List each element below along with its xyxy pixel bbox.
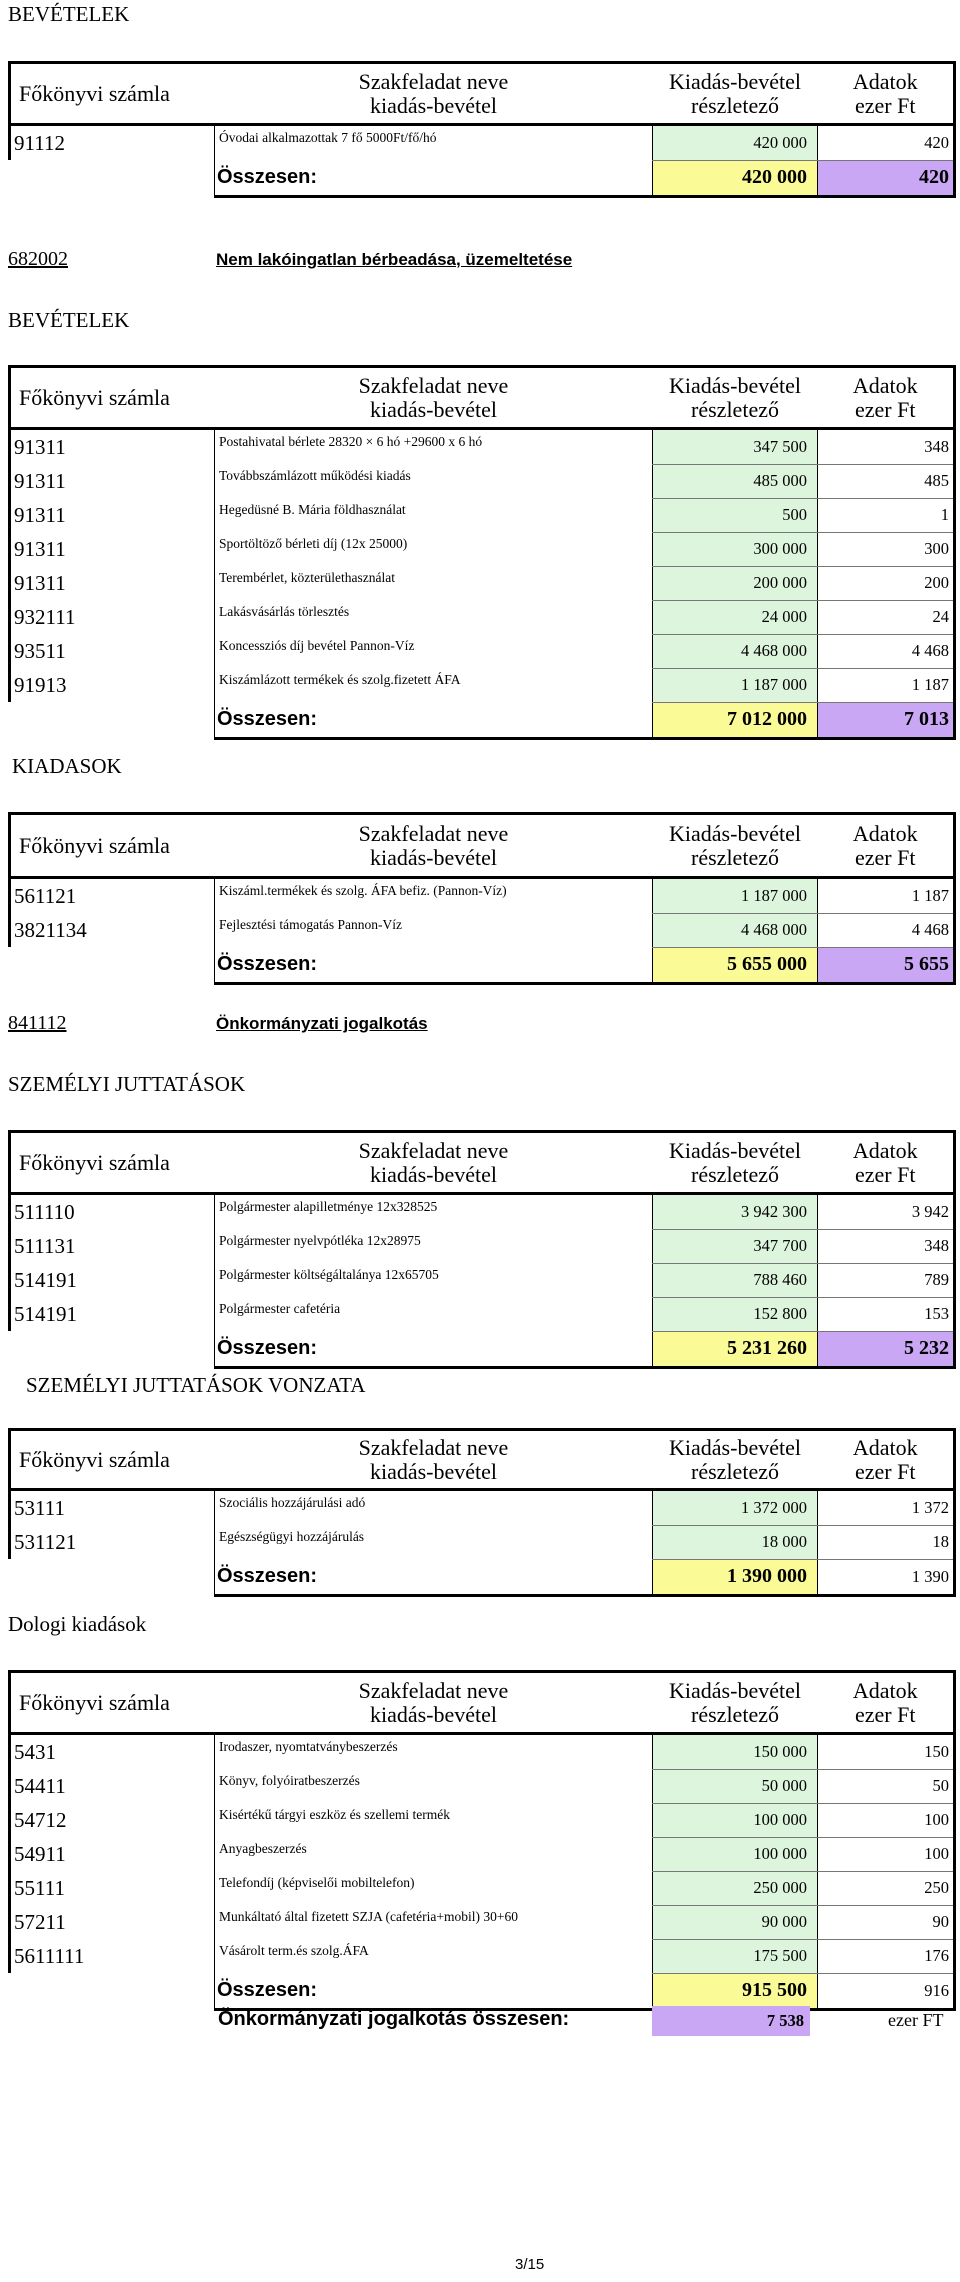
total-row-spacer	[10, 1331, 215, 1367]
line-item-name: Polgármester alapilletménye 12x328525	[215, 1194, 653, 1230]
table-row	[10, 464, 955, 498]
col-header-fokonyvi: Főkönyvi számla	[19, 1689, 170, 1715]
table-dologi-kiadasok	[8, 1670, 956, 2011]
total-label: Összesen:	[215, 1331, 653, 1367]
unit-title: Nem lakóingatlan bérbeadása, üzemeltetése	[216, 250, 573, 269]
col-header-kiadas: Kiadás-bevétel részletező	[669, 372, 801, 422]
account-code: 93511	[10, 634, 215, 668]
grand-total-unit: ezer FT	[888, 2010, 944, 2030]
amount-detail: 347 700	[653, 1229, 818, 1263]
amount-detail: 152 800	[653, 1297, 818, 1331]
amount-thousand: 348	[818, 429, 955, 465]
line-item-name: Fejlesztési támogatás Pannon-Víz	[215, 913, 653, 947]
line-item-name: Sportöltöző bérleti díj (12x 25000)	[215, 532, 653, 566]
table-row	[10, 878, 955, 914]
table-row	[10, 1490, 955, 1526]
line-item-name: Telefondíj (képviselői mobiltelefon)	[215, 1871, 653, 1905]
col-header-fokonyvi: Főkönyvi számla	[19, 1149, 170, 1175]
line-item-name: Polgármester nyelvpótléka 12x28975	[215, 1229, 653, 1263]
col-header-adatok: Adatok ezer Ft	[852, 372, 918, 422]
amount-thousand: 24	[818, 600, 955, 634]
amount-thousand: 1 187	[818, 668, 955, 702]
amount-detail: 150 000	[653, 1734, 818, 1770]
table-row	[10, 1734, 955, 1770]
table-row	[10, 566, 955, 600]
amount-thousand: 250	[818, 1871, 955, 1905]
table-row	[10, 668, 955, 702]
account-code: 5431	[10, 1734, 215, 1770]
account-code: 561121	[10, 878, 215, 914]
amount-detail: 485 000	[653, 464, 818, 498]
table-row	[10, 913, 955, 947]
total-thousand: 5 655	[818, 947, 955, 983]
line-item-name: Továbbszámlázott működési kiadás	[215, 464, 653, 498]
amount-detail: 100 000	[653, 1803, 818, 1837]
total-thousand: 420	[818, 160, 955, 196]
col-header-szakfeladat: Szakfeladat neve kiadás-bevétel	[358, 820, 509, 870]
account-code: 91311	[10, 498, 215, 532]
line-item-name: Polgármester cafetéria	[215, 1297, 653, 1331]
amount-detail: 788 460	[653, 1263, 818, 1297]
account-code: 55111	[10, 1871, 215, 1905]
amount-detail: 18 000	[653, 1525, 818, 1559]
line-item-name: Terembérlet, közterülethasználat	[215, 566, 653, 600]
amount-thousand: 348	[818, 1229, 955, 1263]
total-label: Összesen:	[215, 947, 653, 983]
amount-detail: 90 000	[653, 1905, 818, 1939]
amount-detail: 1 187 000	[653, 668, 818, 702]
col-header-szakfeladat: Szakfeladat neve kiadás-bevétel	[358, 1137, 509, 1187]
col-header-fokonyvi: Főkönyvi számla	[19, 1446, 170, 1472]
total-label: Összesen:	[215, 702, 653, 738]
account-code: 54911	[10, 1837, 215, 1871]
total-label: Összesen:	[215, 160, 653, 196]
line-item-name: Postahivatal bérlete 28320 × 6 hó +29600 x 6 hó	[215, 429, 653, 465]
amount-thousand: 3 942	[818, 1194, 955, 1230]
total-thousand: 5 232	[818, 1331, 955, 1367]
table-row	[10, 634, 955, 668]
account-code: 54411	[10, 1769, 215, 1803]
table-kiadasok	[8, 812, 956, 985]
total-row-spacer	[10, 1559, 215, 1595]
amount-thousand: 4 468	[818, 913, 955, 947]
account-code: 91311	[10, 532, 215, 566]
amount-detail: 175 500	[653, 1939, 818, 1973]
total-row	[10, 702, 955, 738]
account-code: 511131	[10, 1229, 215, 1263]
table-row	[10, 1803, 955, 1837]
line-item-name: Egészségügyi hozzájárulás	[215, 1525, 653, 1559]
account-code: 531121	[10, 1525, 215, 1559]
amount-thousand: 90	[818, 1905, 955, 1939]
account-code: 514191	[10, 1297, 215, 1331]
total-label: Összesen:	[215, 1559, 653, 1595]
col-header-fokonyvi: Főkönyvi számla	[19, 832, 170, 858]
total-row-spacer	[10, 702, 215, 738]
col-header-adatok: Adatok ezer Ft	[852, 1137, 918, 1187]
col-header-adatok: Adatok ezer Ft	[852, 1434, 918, 1484]
line-item-name: Hegedüsné B. Mária földhasználat	[215, 498, 653, 532]
amount-detail: 500	[653, 498, 818, 532]
amount-thousand: 1	[818, 498, 955, 532]
col-header-kiadas: Kiadás-bevétel részletező	[669, 1434, 801, 1484]
total-thousand: 916	[818, 1973, 955, 2009]
amount-thousand: 176	[818, 1939, 955, 1973]
amount-detail: 3 942 300	[653, 1194, 818, 1230]
line-item-name: Koncessziós díj bevétel Pannon-Víz	[215, 634, 653, 668]
total-amount: 420 000	[653, 160, 818, 196]
unit-code: 682002	[8, 248, 68, 270]
amount-thousand: 200	[818, 566, 955, 600]
total-thousand: 7 013	[818, 702, 955, 738]
account-code: 932111	[10, 600, 215, 634]
account-code: 91311	[10, 429, 215, 465]
total-thousand: 1 390	[818, 1559, 955, 1595]
col-header-fokonyvi: Főkönyvi számla	[19, 80, 170, 106]
amount-detail: 420 000	[653, 125, 818, 161]
line-item-name: Irodaszer, nyomtatványbeszerzés	[215, 1734, 653, 1770]
account-code: 53111	[10, 1490, 215, 1526]
col-header-kiadas: Kiadás-bevétel részletező	[669, 1137, 801, 1187]
col-header-kiadas: Kiadás-bevétel részletező	[669, 68, 801, 118]
total-row	[10, 947, 955, 983]
col-header-szakfeladat: Szakfeladat neve kiadás-bevétel	[358, 1434, 509, 1484]
col-header-adatok: Adatok ezer Ft	[852, 820, 918, 870]
amount-detail: 1 187 000	[653, 878, 818, 914]
amount-detail: 100 000	[653, 1837, 818, 1871]
page-number: 3/15	[515, 2256, 545, 2273]
table-bevetelek	[8, 365, 956, 740]
unit-title: Önkormányzati jogalkotás	[216, 1014, 428, 1033]
account-code: 91913	[10, 668, 215, 702]
col-header-szakfeladat: Szakfeladat neve kiadás-bevétel	[358, 372, 509, 422]
line-item-name: Munkáltató által fizetett SZJA (cafetéria+mobil) 30+60	[215, 1905, 653, 1939]
total-amount: 7 012 000	[653, 702, 818, 738]
amount-thousand: 789	[818, 1263, 955, 1297]
amount-detail: 24 000	[653, 600, 818, 634]
total-amount: 5 231 260	[653, 1331, 818, 1367]
table-row	[10, 1525, 955, 1559]
amount-detail: 50 000	[653, 1769, 818, 1803]
account-code: 91311	[10, 464, 215, 498]
grand-total-row	[0, 2004, 960, 2038]
grand-total-label: Önkormányzati jogalkotás összesen:	[218, 2008, 570, 2030]
table-szemelyi-juttatasok-vonzata	[8, 1428, 956, 1597]
section-title-kiadasok: KIADASOK	[12, 754, 122, 778]
col-header-kiadas: Kiadás-bevétel részletező	[669, 820, 801, 870]
total-amount: 1 390 000	[653, 1559, 818, 1595]
amount-detail: 4 468 000	[653, 913, 818, 947]
amount-detail: 1 372 000	[653, 1490, 818, 1526]
amount-detail: 250 000	[653, 1871, 818, 1905]
section-title-bevetelek-top: BEVÉTELEK	[8, 2, 130, 26]
unit-code: 841112	[8, 1012, 67, 1034]
line-item-name: Anyagbeszerzés	[215, 1837, 653, 1871]
table-row	[10, 1905, 955, 1939]
table-row	[10, 600, 955, 634]
account-code: 514191	[10, 1263, 215, 1297]
amount-detail: 4 468 000	[653, 634, 818, 668]
total-row	[10, 1331, 955, 1367]
amount-thousand: 150	[818, 1734, 955, 1770]
col-header-szakfeladat: Szakfeladat neve kiadás-bevétel	[358, 1677, 509, 1727]
amount-thousand: 4 468	[818, 634, 955, 668]
line-item-name: Kiszámlázott termékek és szolg.fizetett ÁFA	[215, 668, 653, 702]
amount-thousand: 420	[818, 125, 955, 161]
account-code: 511110	[10, 1194, 215, 1230]
table-row	[10, 125, 955, 161]
section-title-szemelyi-juttatasok-vonzata: SZEMÉLYI JUTTATÁSOK VONZATA	[26, 1373, 366, 1397]
table-row	[10, 1194, 955, 1230]
table-row	[10, 1939, 955, 1973]
line-item-name: Polgármester költségáltalánya 12x65705	[215, 1263, 653, 1297]
amount-thousand: 485	[818, 464, 955, 498]
col-header-adatok: Adatok ezer Ft	[852, 1677, 918, 1727]
account-code: 3821134	[10, 913, 215, 947]
amount-thousand: 100	[818, 1803, 955, 1837]
col-header-szakfeladat: Szakfeladat neve kiadás-bevétel	[358, 68, 509, 118]
line-item-name: Lakásvásárlás törlesztés	[215, 600, 653, 634]
table-row	[10, 1263, 955, 1297]
amount-thousand: 153	[818, 1297, 955, 1331]
account-code: 54712	[10, 1803, 215, 1837]
table-row	[10, 1769, 955, 1803]
amount-detail: 347 500	[653, 429, 818, 465]
amount-detail: 300 000	[653, 532, 818, 566]
table-row	[10, 1229, 955, 1263]
table-row	[10, 498, 955, 532]
table-szemelyi-juttatasok	[8, 1130, 956, 1369]
amount-thousand: 1 372	[818, 1490, 955, 1526]
amount-thousand: 100	[818, 1837, 955, 1871]
section-title-dologi-kiadasok: Dologi kiadások	[8, 1612, 147, 1636]
total-amount: 915 500	[653, 1973, 818, 2009]
line-item-name: Óvodai alkalmazottak 7 fő 5000Ft/fő/hó	[215, 125, 653, 161]
total-label: Összesen:	[215, 1973, 653, 2009]
account-code: 91311	[10, 566, 215, 600]
amount-detail: 200 000	[653, 566, 818, 600]
total-row-spacer	[10, 160, 215, 196]
line-item-name: Kisértékű tárgyi eszköz és szellemi termék	[215, 1803, 653, 1837]
total-row	[10, 160, 955, 196]
table-row	[10, 1871, 955, 1905]
amount-thousand: 1 187	[818, 878, 955, 914]
line-item-name: Kiszáml.termékek és szolg. ÁFA befiz. (Pannon-Víz)	[215, 878, 653, 914]
line-item-name: Könyv, folyóiratbeszerzés	[215, 1769, 653, 1803]
table-bevetelek-top	[8, 61, 956, 198]
amount-thousand: 50	[818, 1769, 955, 1803]
account-code: 5611111	[10, 1939, 215, 1973]
table-row	[10, 1297, 955, 1331]
grand-total-value: 7 538	[652, 2006, 810, 2036]
total-row	[10, 1559, 955, 1595]
account-code: 91112	[10, 125, 215, 161]
line-item-name: Vásárolt term.és szolg.ÁFA	[215, 1939, 653, 1973]
amount-thousand: 300	[818, 532, 955, 566]
total-amount: 5 655 000	[653, 947, 818, 983]
total-row-spacer	[10, 947, 215, 983]
table-row	[10, 1837, 955, 1871]
amount-thousand: 18	[818, 1525, 955, 1559]
table-row	[10, 532, 955, 566]
col-header-fokonyvi: Főkönyvi számla	[19, 384, 170, 410]
table-row	[10, 429, 955, 465]
account-code: 57211	[10, 1905, 215, 1939]
col-header-kiadas: Kiadás-bevétel részletező	[669, 1677, 801, 1727]
section-title-szemelyi-juttatasok: SZEMÉLYI JUTTATÁSOK	[8, 1072, 246, 1096]
col-header-adatok: Adatok ezer Ft	[852, 68, 918, 118]
line-item-name: Szociális hozzájárulási adó	[215, 1490, 653, 1526]
section-title-bevetelek: BEVÉTELEK	[8, 308, 130, 332]
